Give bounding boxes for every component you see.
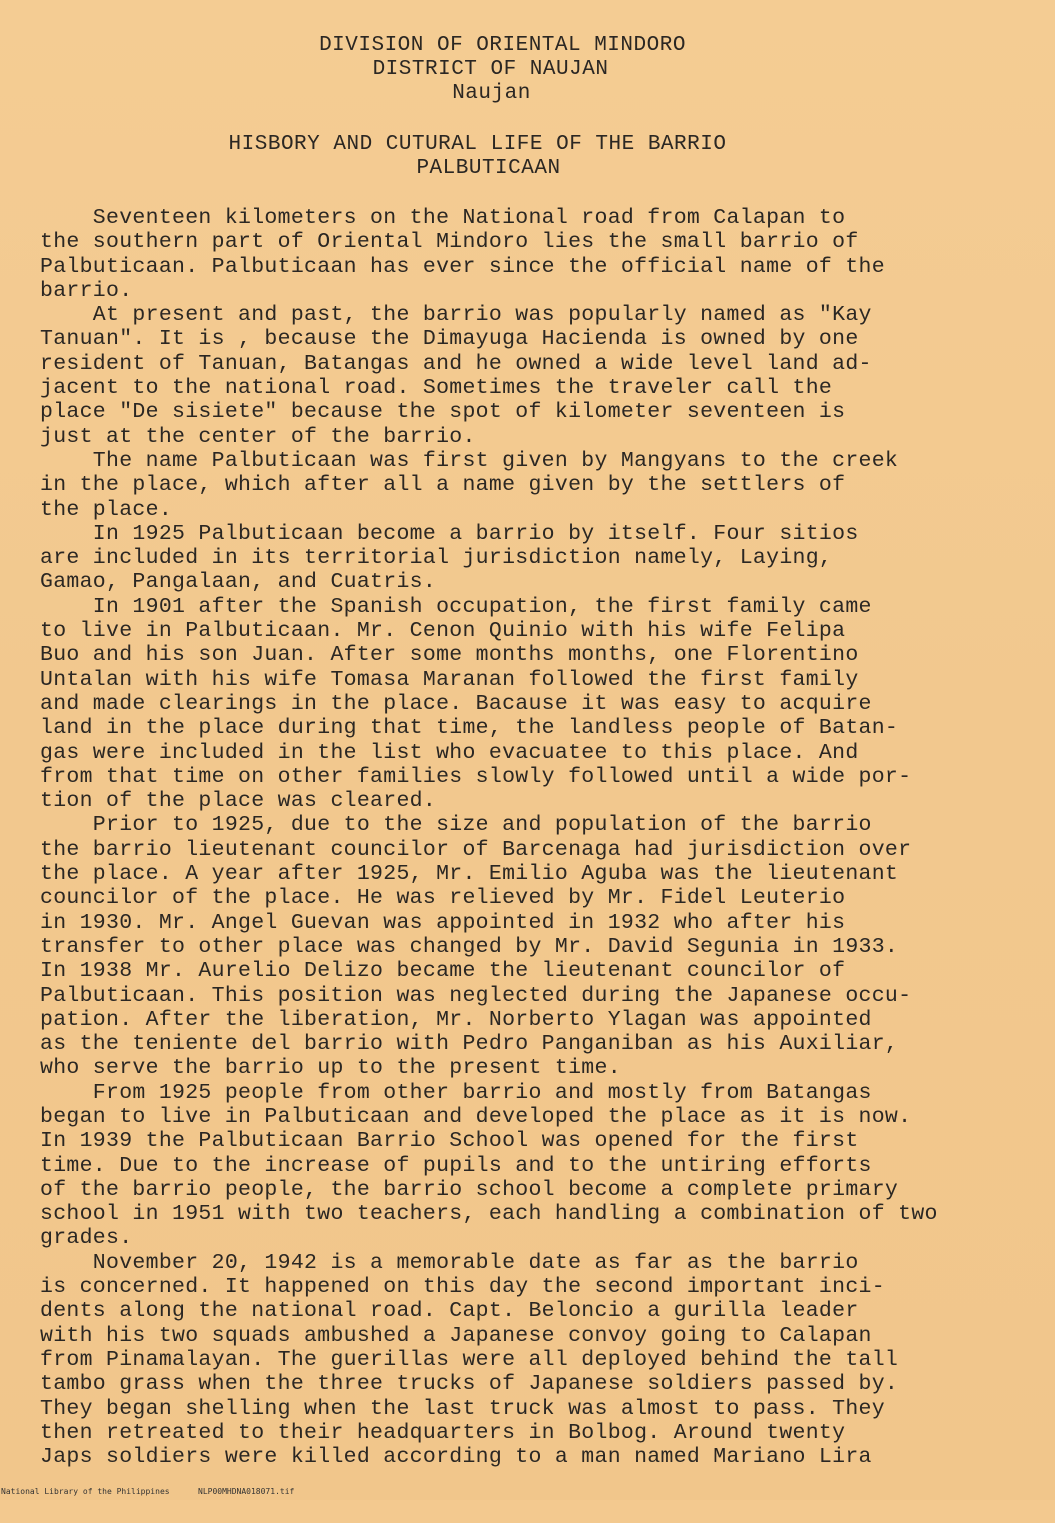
body-line: just at the center of the barrio.	[40, 424, 476, 449]
body-line: the place. A year after 1925, Mr. Emilio Aguba was the lieutenant	[40, 862, 899, 887]
body-line: In 1901 after the Spanish occupation, the first family came	[40, 594, 872, 619]
body-line: the southern part of Oriental Mindoro lies the small barrio of	[40, 230, 859, 255]
body-line: as the teniente del barrio with Pedro Panganiban as his Auxiliar,	[40, 1032, 899, 1057]
body-line: grades.	[40, 1226, 133, 1251]
body-line: then retreated to their headquarters in Bolbog. Around twenty	[40, 1420, 846, 1445]
body-line: in 1930. Mr. Angel Guevan was appointed in 1932 who after his	[40, 910, 846, 935]
file-name: NLP00MHDNA018071.tif	[198, 1487, 295, 1496]
body-line: At present and past, the barrio was popularly named as "Kay	[40, 303, 872, 328]
body-line: Gamao, Pangalaan, and Cuatris.	[40, 570, 437, 595]
body-line: from that time on other families slowly followed until a wide por-	[40, 764, 912, 789]
division-header	[0, 34, 1055, 106]
body-line: Tanuan". It is , because the Dimayuga Hacienda is owned by one	[40, 327, 859, 352]
body-line: tambo grass when the three trucks of Japanese soldiers passed by.	[40, 1372, 899, 1397]
body-line: the place.	[40, 497, 173, 522]
document-title	[0, 133, 1055, 181]
body-line: In 1939 the Palbuticaan Barrio School was opened for the first	[40, 1129, 859, 1154]
body-line: of the barrio people, the barrio school become a complete primary	[40, 1177, 899, 1202]
body-line: in the place, which after all a name given by the settlers of	[40, 473, 846, 498]
library-credit: National Library of the Philippines	[1, 1487, 170, 1496]
body-line: is concerned. It happened on this day the second important inci-	[40, 1275, 885, 1300]
body-line: with his two squads ambushed a Japanese convoy going to Calapan	[40, 1323, 872, 1348]
body-line: November 20, 1942 is a memorable date as far as the barrio	[40, 1250, 859, 1275]
history-body-text	[40, 206, 1040, 1469]
header-line: Naujan	[452, 82, 531, 105]
body-line: from Pinamalayan. The guerillas were all deployed behind the tall	[40, 1347, 899, 1372]
title-line: PALBUTICAAN	[416, 157, 561, 180]
body-line: transfer to other place was changed by Mr. David Segunia in 1933.	[40, 934, 899, 959]
body-line: From 1925 people from other barrio and mostly from Batangas	[40, 1080, 872, 1105]
body-line: school in 1951 with two teachers, each handling a combination of two	[40, 1202, 938, 1227]
body-line: The name Palbuticaan was first given by Mangyans to the creek	[40, 448, 899, 473]
body-line: dents along the national road. Capt. Beloncio a gurilla leader	[40, 1299, 859, 1324]
body-line: resident of Tanuan, Batangas and he owned a wide level land ad-	[40, 351, 872, 376]
body-line: Palbuticaan. This position was neglected during the Japanese occu-	[40, 983, 912, 1008]
body-line: Japs soldiers were killed according to a man named Mariano Lira	[40, 1445, 872, 1470]
body-line: the barrio lieutenant councilor of Barcenaga had jurisdiction over	[40, 837, 912, 862]
body-line: jacent to the national road. Sometimes the traveler call the	[40, 376, 833, 401]
body-line: land in the place during that time, the landless people of Batan-	[40, 716, 899, 741]
body-line: who serve the barrio up to the present time.	[40, 1056, 621, 1081]
body-line: gas were included in the list who evacuatee to this place. And	[40, 740, 859, 765]
header-line: DIVISION OF ORIENTAL MINDORO	[319, 34, 686, 57]
body-line: councilor of the place. He was relieved by Mr. Fidel Leuterio	[40, 886, 846, 911]
header-line: DISTRICT OF NAUJAN	[372, 58, 609, 81]
body-line: Seventeen kilometers on the National road from Calapan to	[40, 206, 846, 230]
body-line: and made clearings in the place. Bacause it was easy to acquire	[40, 691, 872, 716]
body-line: They began shelling when the last truck was almost to pass. They	[40, 1396, 885, 1421]
body-line: place "De sisiete" because the spot of kilometer seventeen is	[40, 400, 846, 425]
title-line: HISBORY AND CUTURAL LIFE OF THE BARRIO	[228, 133, 727, 156]
body-line: are included in its territorial jurisdiction namely, Laying,	[40, 546, 833, 571]
body-line: time. Due to the increase of pupils and to the untiring efforts	[40, 1153, 872, 1178]
body-line: Palbuticaan. Palbuticaan has ever since the official name of the	[40, 254, 885, 279]
body-line: barrio.	[40, 278, 133, 303]
body-line: tion of the place was cleared.	[40, 789, 437, 814]
body-line: pation. After the liberation, Mr. Norberto Ylagan was appointed	[40, 1007, 872, 1032]
scan-footer	[0, 1487, 1055, 1523]
body-line: Prior to 1925, due to the size and population of the barrio	[40, 813, 872, 838]
body-line: Buo and his son Juan. After some months months, one Florentino	[40, 643, 859, 668]
body-line: In 1925 Palbuticaan become a barrio by itself. Four sitios	[40, 521, 859, 546]
body-line: began to live in Palbuticaan and developed the place as it is now.	[40, 1104, 912, 1129]
body-line: In 1938 Mr. Aurelio Delizo became the lieutenant councilor of	[40, 959, 846, 984]
body-line: to live in Palbuticaan. Mr. Cenon Quinio with his wife Felipa	[40, 619, 846, 644]
body-line: Untalan with his wife Tomasa Maranan followed the first family	[40, 667, 859, 692]
